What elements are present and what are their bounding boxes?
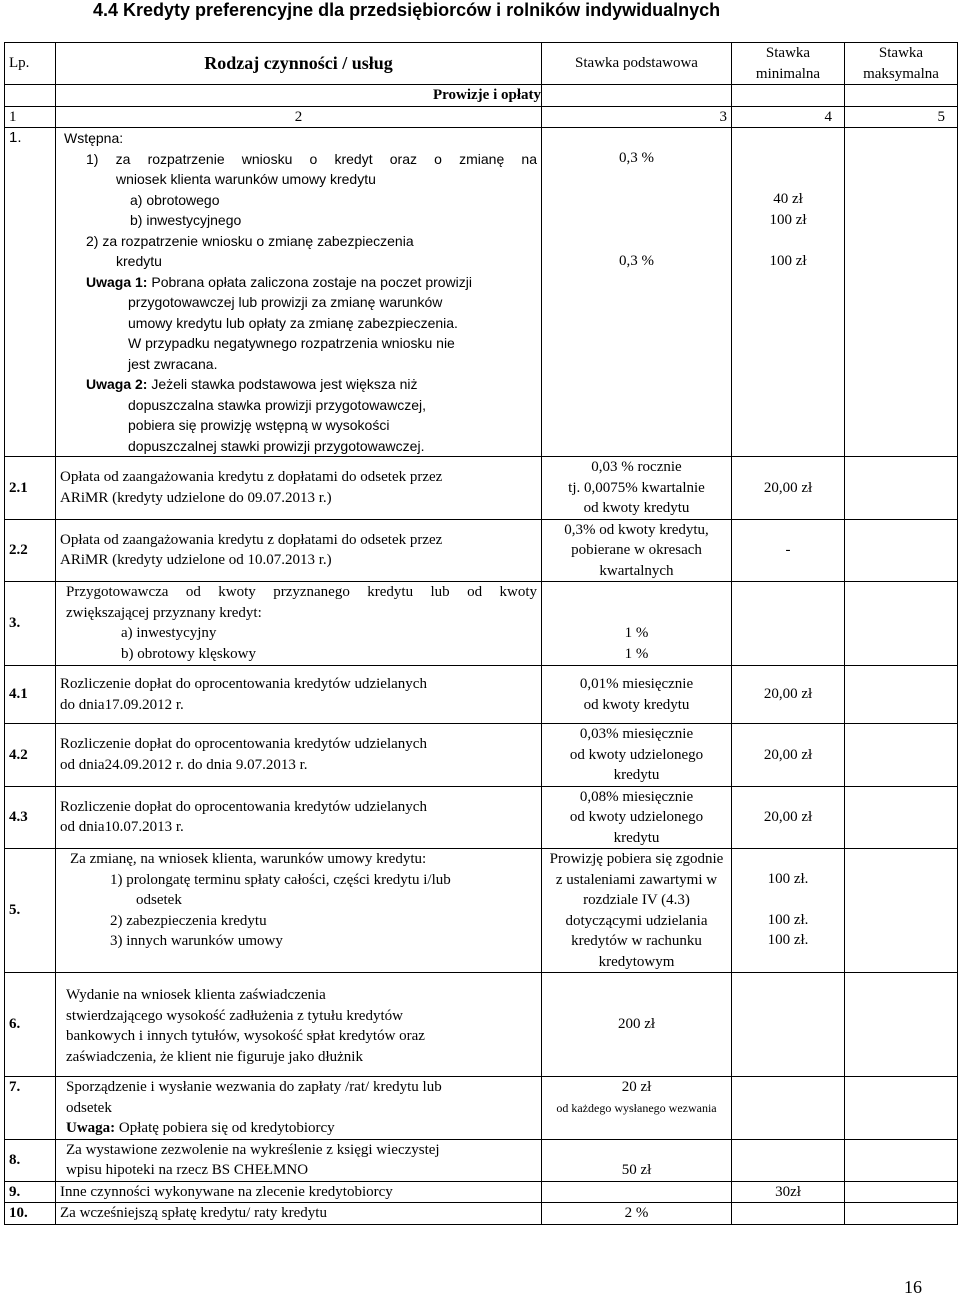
col-number: 1: [5, 106, 56, 128]
header-minimalna: Stawka minimalna: [732, 43, 845, 85]
row-stawka-minimalna: 20,00 zł: [732, 724, 845, 787]
row-stawka-minimalna: 20,00 zł: [732, 666, 845, 724]
page-number: 16: [904, 1277, 922, 1297]
table-row: [5, 582, 958, 666]
row-lp: 3.: [5, 582, 56, 666]
row-lp: 1.: [5, 128, 56, 457]
section-row: [5, 85, 958, 107]
row-description: Za wcześniejszą spłatę kredytu/ raty kredytu: [56, 1203, 542, 1225]
table-header-row: [5, 43, 958, 85]
row-lp: 10.: [5, 1203, 56, 1225]
row-stawka-podstawowa: 0,03% miesięcznie od kwoty udzielonego kredytu: [542, 724, 732, 787]
header-podstawowa: Stawka podstawowa: [542, 43, 732, 85]
table-row: [5, 1139, 958, 1181]
row-stawka-podstawowa: 50 zł: [542, 1139, 732, 1181]
section-title: 4.4 Kredyty preferencyjne dla przedsiębiorców i rolników indywidualnych: [93, 0, 721, 20]
row-stawka-minimalna: 20,00 zł: [732, 786, 845, 849]
table-row: [5, 724, 958, 787]
col-number: 2: [56, 106, 542, 128]
row-stawka-podstawowa: 200 zł: [542, 973, 732, 1077]
row-stawka-podstawowa: 2 %: [542, 1203, 732, 1225]
table-row: [5, 973, 958, 1077]
header-rodzaj: Rodzaj czynności / usług: [56, 43, 542, 85]
table-row: [5, 1181, 958, 1203]
header-maksymalna: Stawka maksymalna: [845, 43, 958, 85]
row-stawka-podstawowa: 0,03 % rocznie tj. 0,0075% kwartalnie od kwoty kredytu: [542, 457, 732, 520]
row-description: Sporządzenie i wysłanie wezwania do zapłaty /rat/ kredytu lub odsetek Uwaga: Opłatę pobiera się od kredytobiorcy: [56, 1077, 542, 1140]
row-stawka-minimalna: 40 zł 100 zł 100 zł: [732, 128, 845, 457]
row-lp: 6.: [5, 973, 56, 1077]
row-stawka-podstawowa: 20 zł od każdego wysłanego wezwania: [542, 1077, 732, 1140]
row-description: Za wystawione zezwolenie na wykreślenie z księgi wieczystej wpisu hipoteki na rzecz BS CHEŁMNO: [56, 1139, 542, 1181]
row-description: Rozliczenie dopłat do oprocentowania kredytów udzielanych od dnia24.09.2012 r. do dnia 9.07.2013 r.: [56, 724, 542, 787]
row-stawka-minimalna: 20,00 zł: [732, 457, 845, 520]
row-stawka-podstawowa: 0,08% miesięcznie od kwoty udzielonego kredytu: [542, 786, 732, 849]
fees-table: [4, 42, 958, 1225]
column-numbers-row: [5, 106, 958, 128]
row-lp: 4.3: [5, 786, 56, 849]
row-lp: 9.: [5, 1181, 56, 1203]
row-stawka-minimalna: -: [732, 519, 845, 582]
row-description: Opłata od zaangażowania kredytu z dopłatami do odsetek przez ARiMR (kredyty udzielone do 09.07.2013 r.): [56, 457, 542, 520]
row-description: Inne czynności wykonywane na zlecenie kredytobiorcy: [56, 1181, 542, 1203]
row-lp: 7.: [5, 1077, 56, 1140]
row-description: Przygotowawcza od kwoty przyznanego kredytu lub od kwoty zwiększającej przyznany kredyt: a) inwestycyjny b) obrotowy klęskowy: [56, 582, 542, 666]
row-lp: 5.: [5, 849, 56, 973]
row-stawka-podstawowa: 0,3 % 0,3 %: [542, 128, 732, 457]
row-stawka-minimalna: 100 zł. 100 zł. 100 zł.: [732, 849, 845, 973]
row-lp: 2.1: [5, 457, 56, 520]
col-number: 3: [542, 106, 732, 128]
row-stawka-podstawowa: 1 % 1 %: [542, 582, 732, 666]
col-number: 4: [732, 106, 845, 128]
row-lp: 4.1: [5, 666, 56, 724]
table-row: [5, 786, 958, 849]
row-description: Za zmianę, na wniosek klienta, warunków umowy kredytu: 1) prolongatę terminu spłaty całości, części kredytu i/lub odsetek 2) zabezpieczenia kredytu 3) innych warunków umowy: [56, 849, 542, 973]
table-row: [5, 457, 958, 520]
section-label: Prowizje i opłaty: [56, 85, 542, 107]
row-lp: 4.2: [5, 724, 56, 787]
row-description: Rozliczenie dopłat do oprocentowania kredytów udzielanych od dnia10.07.2013 r.: [56, 786, 542, 849]
row-description: Wydanie na wniosek klienta zaświadczenia stwierdzającego wysokość zadłużenia z tytułu kredytów bankowych i innych tytułów, wysokość spłat kredytów oraz zaświadczenia, że klient nie figuruje jako dłużnik: [56, 973, 542, 1077]
row-stawka-minimalna: 30zł: [732, 1181, 845, 1203]
row-description: Wstępna: 1) za rozpatrzenie wniosku o kredyt oraz o zmianę na wniosek klienta warunków umowy kredytu a) obrotowego b) inwestycyjnego 2) za rozpatrzenie wniosku o zmianę zabezpieczenia kredytu Uwaga 1: Pobrana opłata zaliczona zostaje na poczet prowizji przygotowawczej lub prowizji za zmianę warunków umowy kredytu lub opłaty za zmianę zabezpieczenia. W przypadku negatywnego rozpatrzenia wniosku nie jest zwracana. Uwaga 2: Jeżeli stawka podstawowa jest większa niż dopuszczalna stawka prowizji przygotowawczej, pobiera się prowizję wstępną w wysokości dopuszczalnej stawki prowizji przygotowawczej.: [56, 128, 542, 457]
row-stawka-podstawowa: 0,3% od kwoty kredytu, pobierane w okresach kwartalnych: [542, 519, 732, 582]
row-stawka-podstawowa: Prowizję pobiera się zgodnie z ustaleniami zawartymi w rozdziale IV (4.3) dotyczącymi udzielania kredytów w rachunku kredytowym: [542, 849, 732, 973]
row-description: Opłata od zaangażowania kredytu z dopłatami do odsetek przez ARiMR (kredyty udzielone od 10.07.2013 r.): [56, 519, 542, 582]
row-lp: 8.: [5, 1139, 56, 1181]
col-number: 5: [845, 106, 958, 128]
table-row: [5, 1077, 958, 1140]
table-row: [5, 1203, 958, 1225]
table-row: [5, 128, 958, 457]
header-lp: Lp.: [5, 43, 56, 85]
table-row: [5, 666, 958, 724]
row-stawka-podstawowa: 0,01% miesięcznie od kwoty kredytu: [542, 666, 732, 724]
row-description: Rozliczenie dopłat do oprocentowania kredytów udzielanych do dnia17.09.2012 r.: [56, 666, 542, 724]
table-row: [5, 519, 958, 582]
table-row: [5, 849, 958, 973]
row-lp: 2.2: [5, 519, 56, 582]
